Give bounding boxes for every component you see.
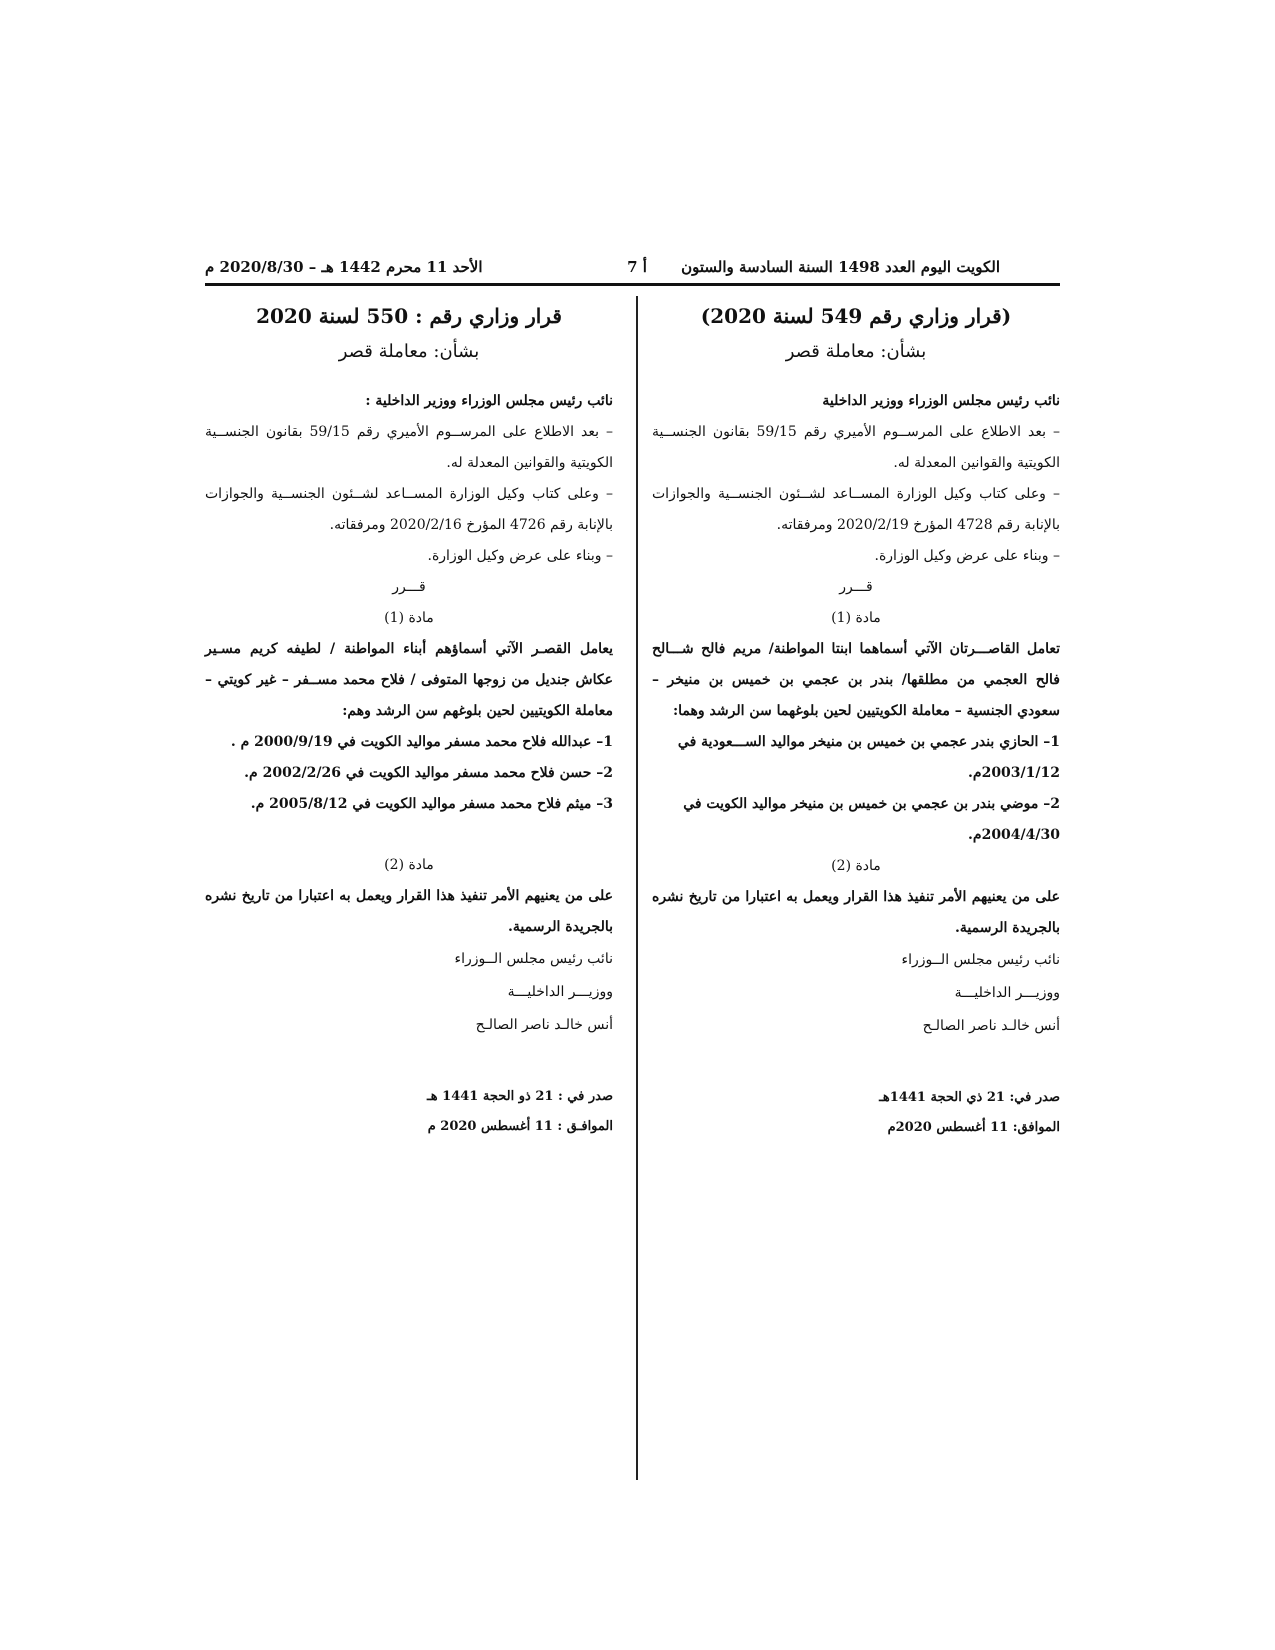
decree-549-signature-line-1: نائب رئيس مجلس الــوزراء [901, 952, 1060, 968]
decree-549-article-1-text: تعامل القاصـــرتان الآتي أسماهما ابنتا المواطنة/ مريم فالح شـــالح فالح العجمي من مطلقها/ بندر بن عجمي بن خميس بن منيخر – سعودي الجنسية – معاملة الكويتيين لحين بلوغهما سن الرشد وهما: [652, 641, 1060, 719]
decree-549-person-1: 1– الحازي بندر عجمي بن خميس بن منيخر مواليد الســـعودية في 2003/1/12م. [677, 734, 1060, 781]
decree-550-title: قرار وزاري رقم : 550 لسنة 2020 [256, 304, 562, 328]
header-issue-info: الكويت اليوم العدد 1498 السنة السادسة والستون [681, 258, 1000, 276]
decree-550-decided: قـــرر [392, 579, 426, 595]
decree-550-article-2-label: مادة (2) [384, 857, 434, 873]
decree-550-person-3: 3– ميثم فلاح محمد مسفر مواليد الكويت في 2005/8/12 م. [250, 796, 613, 812]
decree-550-article-1-label: مادة (1) [384, 610, 434, 626]
decree-550-article-2-text: على من يعنيهم الأمر تنفيذ هذا القرار ويعمل به اعتبارا من تاريخ نشره بالجريدة الرسمية. [205, 888, 613, 935]
decree-550-person-2: 2– حسن فلاح محمد مسفر مواليد الكويت في 2002/2/26 م. [244, 765, 613, 781]
decree-549-preamble-3: – وبناء على عرض وكيل الوزارة. [874, 548, 1060, 564]
header-date: الأحد 11 محرم 1442 هـ – 2020/8/30 م [205, 258, 483, 276]
decree-549-person-2: 2– موضي بندر بن عجمي بن خميس بن منيخر مواليد الكويت في 2004/4/30م. [683, 796, 1060, 843]
decree-549-article-1-label: مادة (1) [831, 610, 881, 626]
decree-549-signature-line-2: ووزيـــر الداخليـــة [954, 985, 1060, 1001]
decree-550-preamble-1: – بعد الاطلاع على المرســوم الأميري رقم 59/15 بقانون الجنســية الكويتية والقوانين المعدلة له. [205, 424, 614, 471]
header-page-number: أ 7 [627, 258, 647, 276]
decree-549-signature-line-3: أنس خالـد ناصر الصالـح [922, 1018, 1060, 1034]
decree-550-signature-line-2: ووزيـــر الداخليـــة [507, 984, 613, 1000]
decree-550-signature-line-1: نائب رئيس مجلس الــوزراء [454, 951, 613, 967]
decree-549-preamble-1: – بعد الاطلاع على المرســوم الأميري رقم 59/15 بقانون الجنســية الكويتية والقوانين المعدلة له. [652, 424, 1061, 471]
decree-549-subject: بشأن: معاملة قصر [785, 341, 927, 362]
decree-549-corresponding-date: الموافق: 11 أغسطس 2020م [887, 1120, 1060, 1135]
decree-550-signature-line-3: أنس خالـد ناصر الصالـح [475, 1017, 613, 1033]
decree-549-article-2-text: على من يعنيهم الأمر تنفيذ هذا القرار ويعمل به اعتبارا من تاريخ نشره بالجريدة الرسمية. [652, 889, 1060, 936]
decree-550-corresponding-date: الموافـق : 11 أغسطس 2020 م [427, 1119, 613, 1134]
decree-549-issuer: نائب رئيس مجلس الوزراء ووزير الداخلية [822, 393, 1060, 409]
header-rule [205, 283, 1060, 286]
column-divider [636, 296, 638, 1480]
decree-549-issued-date: صدر في: 21 ذي الحجة 1441هـ [879, 1090, 1060, 1105]
decree-549-title: (قرار وزاري رقم 549 لسنة 2020) [700, 304, 1012, 328]
decree-550-column [205, 298, 613, 1142]
decree-550-issuer: نائب رئيس مجلس الوزراء ووزير الداخلية : [365, 393, 613, 409]
decree-550-signature [205, 943, 613, 1042]
decree-550-preamble-3: – وبناء على عرض وكيل الوزارة. [427, 548, 613, 564]
decree-550-issued-date: صدر في : 21 ذو الحجة 1441 هـ [426, 1089, 613, 1104]
decree-549-column [652, 298, 1060, 1143]
decree-550-person-1: 1– عبدالله فلاح محمد مسفر مواليد الكويت في 2000/9/19 م . [230, 734, 613, 750]
decree-549-signature [652, 944, 1060, 1043]
decree-550-article-1-text: يعامل القصـر الآتي أسماؤهم أبناء المواطنة / لطيفه كريم مسـير عكاش جنديل من زوجها المتوفى / فلاح محمد مســفر – غير كويتي – معاملة الكويتيين لحين بلوغهم سن الرشد وهم: [205, 641, 613, 719]
decree-549-decided: قـــرر [839, 579, 873, 595]
decree-549-article-2-label: مادة (2) [831, 858, 881, 874]
decree-549-preamble-2: – وعلى كتاب وكيل الوزارة المســاعد لشــئون الجنســية والجوازات بالإنابة رقم 4728 المؤرخ 2020/2/19 ومرفقاته. [652, 486, 1060, 533]
decree-550-subject: بشأن: معاملة قصر [338, 341, 480, 362]
decree-550-preamble-2: – وعلى كتاب وكيل الوزارة المســاعد لشــئون الجنســية والجوازات بالإنابة رقم 4726 المؤرخ 2020/2/16 ومرفقاته. [205, 486, 613, 533]
